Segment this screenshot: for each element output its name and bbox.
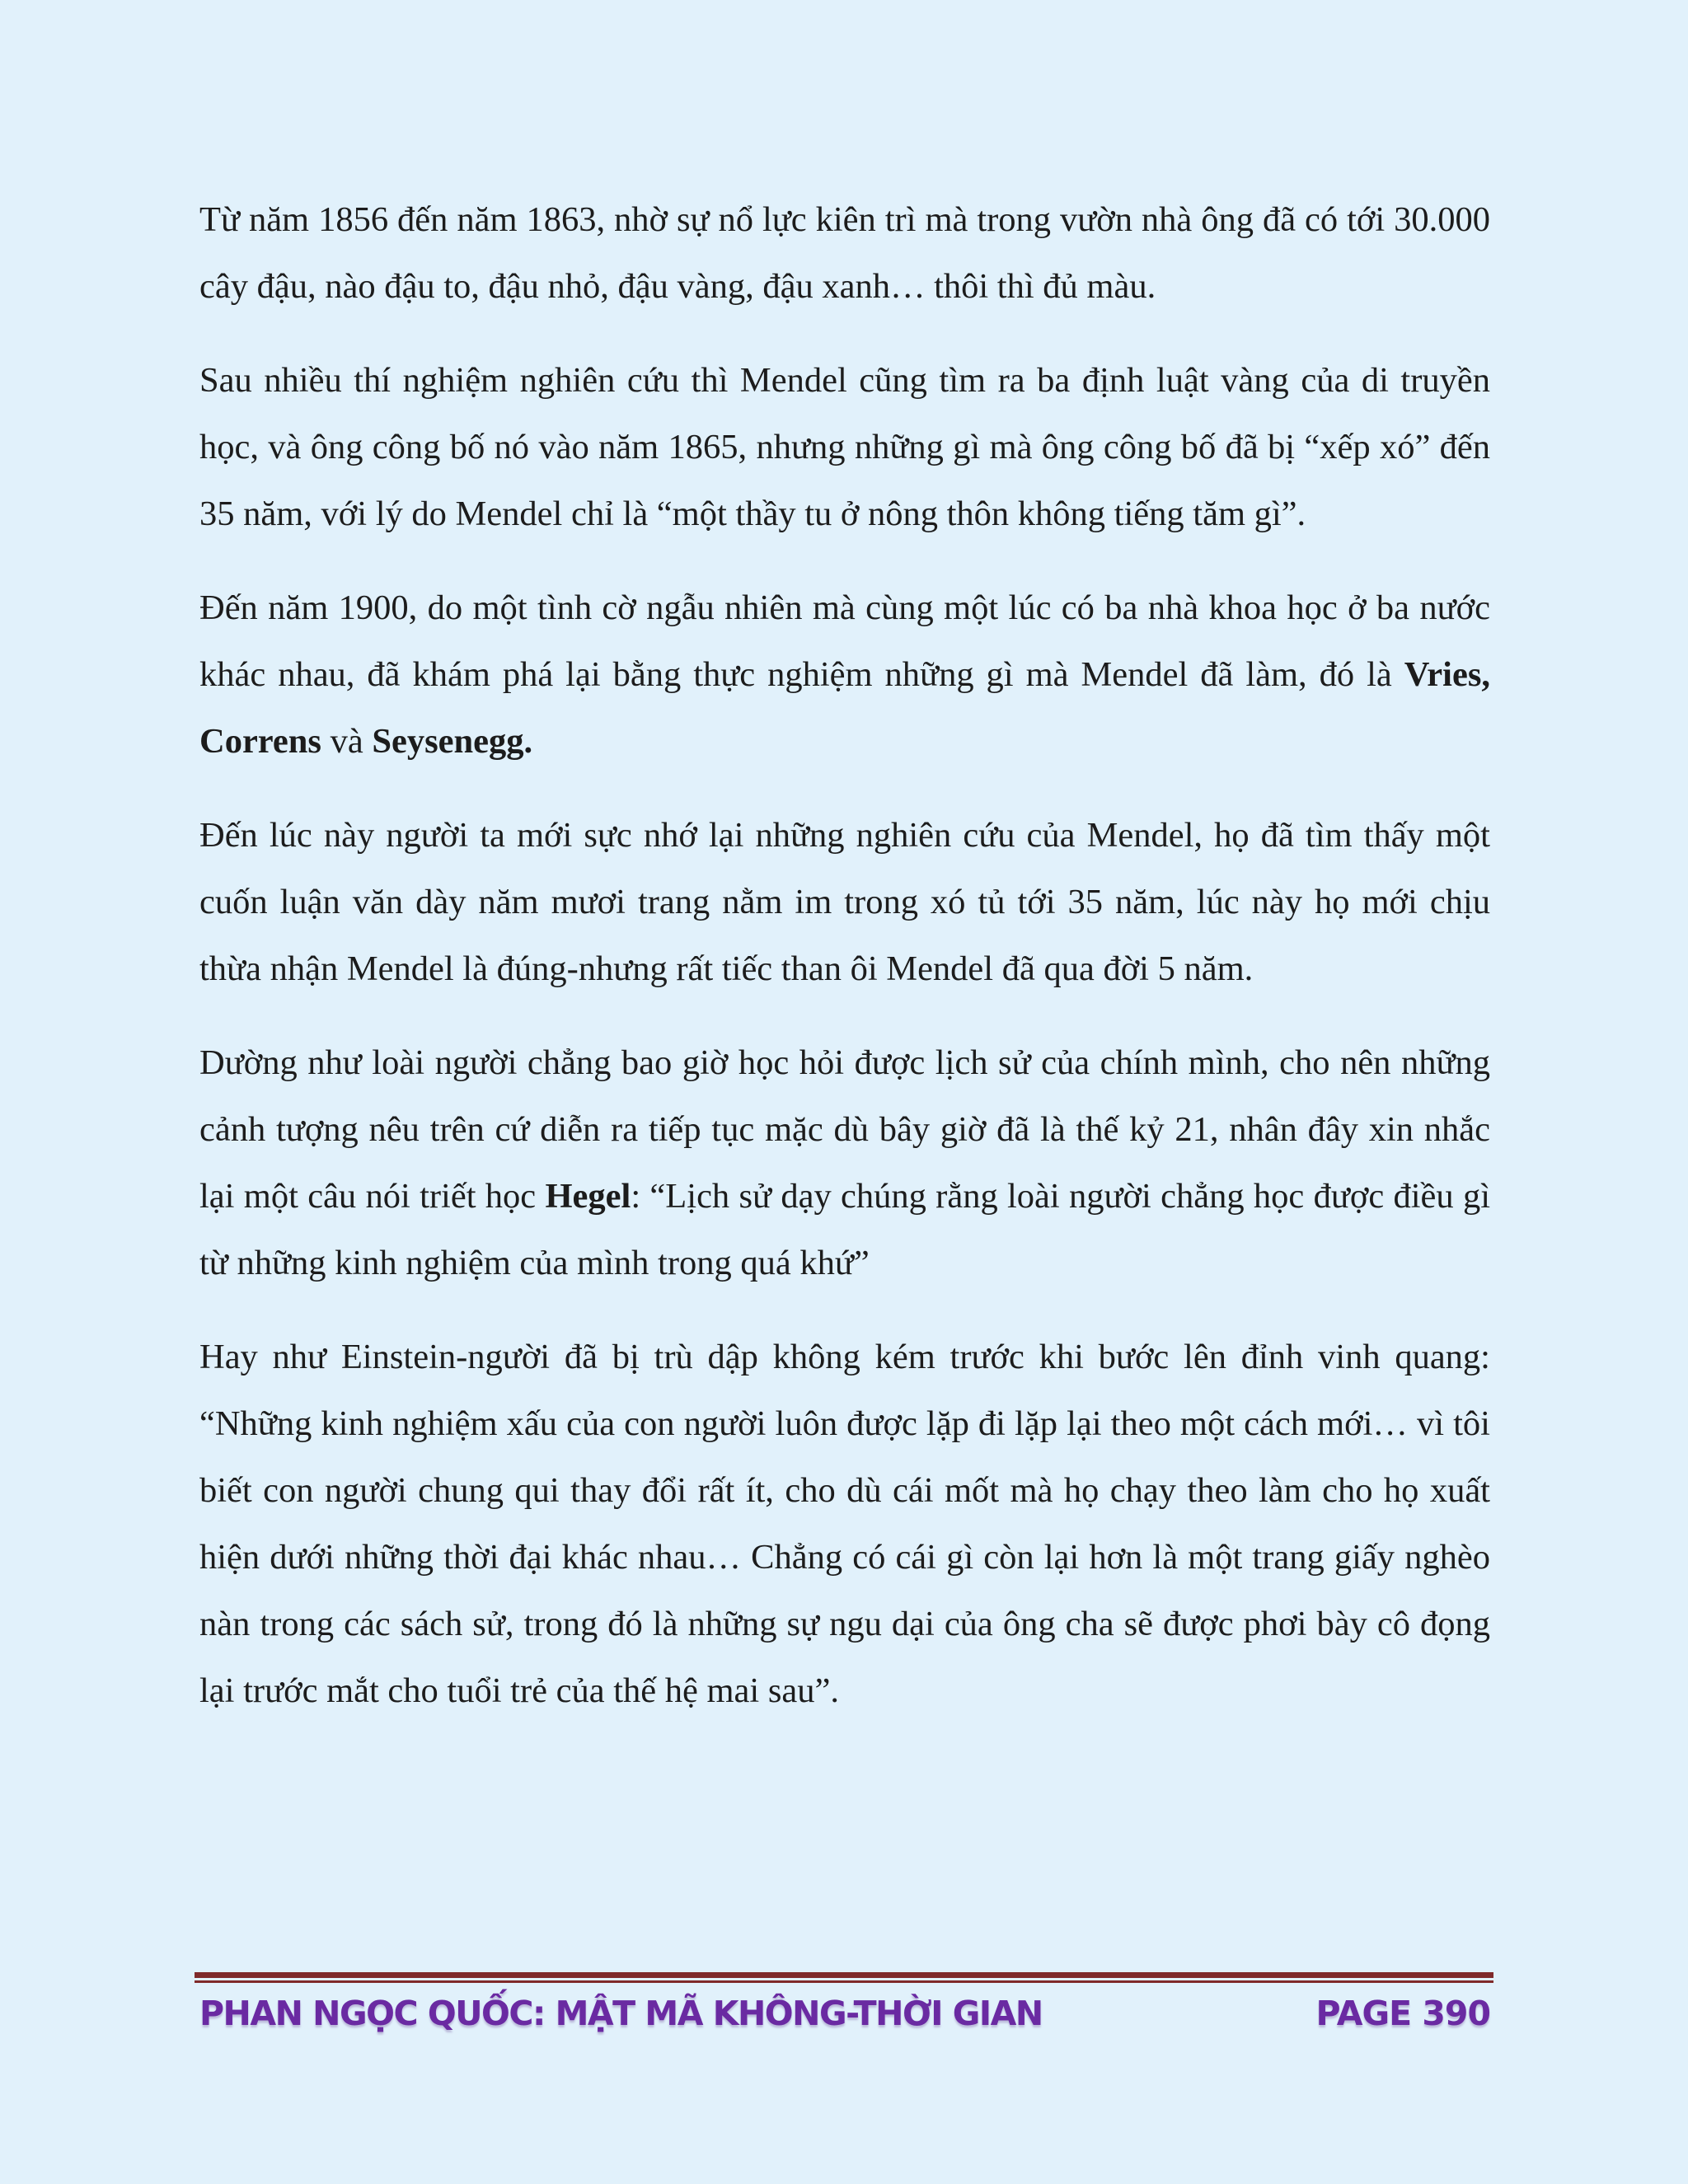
footer-page-number: PAGE 390 [1315,1994,1490,2033]
paragraph-3-joiner: và [321,722,373,761]
paragraph-4: Đến lúc này người ta mới sực nhớ lại những nghiên cứu của Mendel, họ đã tìm thấy một cuốn luận văn dày năm mươi trang nằm im trong xó tủ tới 35 năm, lúc này họ mới chịu thừa nhận Mendel là đúng-nhưng rất tiếc than ôi Mendel đã qua đời 5 năm. [199,816,1490,988]
footer-rule-thick [195,1972,1493,1978]
paragraph-5-text: Dường như loài người chẳng bao giờ học hỏi được lịch sử của chính mình, cho nên những cảnh tượng nêu trên cứ diễn ra tiếp tục mặc dù bây giờ đã là thế kỷ 21, nhân đây xin nhắc lại một câu nói triết học [199,1043,1490,1216]
paragraph-1: Từ năm 1856 đến năm 1863, nhờ sự nổ lực kiên trì mà trong vườn nhà ông đã có tới 30.000 cây đậu, nào đậu to, đậu nhỏ, đậu vàng, đậu xanh… thôi thì đủ màu. [199,200,1490,306]
footer-rule-thin [195,1980,1493,1983]
page-footer [199,1985,1490,2042]
paragraph-2: Sau nhiều thí nghiệm nghiên cứu thì Mendel cũng tìm ra ba định luật vàng của di truyền học, và ông công bố nó vào năm 1865, nhưng những gì mà ông công bố đã bị “xếp xó” đến 35 năm, với lý do Mendel chỉ là “một thầy tu ở nông thôn không tiếng tăm gì”. [199,361,1490,533]
paragraph-5-quote: : “Lịch sử dạy chúng rằng loài người chẳng học được điều gì từ những kinh nghiệm của mình trong quá khứ” [199,1177,1491,1282]
body-text [199,186,1490,1751]
paragraph-5 [199,1029,1490,1296]
scientist-names-1: Vries, Correns [199,655,1490,761]
footer-book-title: PHAN NGỌC QUỐC: MẬT MÃ KHÔNG-THỜI GIAN [199,1994,1043,2033]
scientist-names-2: Seysenegg. [372,722,533,761]
paragraph-3 [199,574,1490,775]
philosopher-name: Hegel [545,1177,631,1216]
paragraph-6: Hay như Einstein-người đã bị trù dập không kém trước khi bước lên đỉnh vinh quang: “Những kinh nghiệm xấu của con người luôn được lặp đi lặp lại theo một cách mới… vì tôi biết con người chung qui thay đổi rất ít, cho dù cái mốt mà họ chạy theo làm cho họ xuất hiện dưới những thời đại khác nhau… Chẳng có cái gì còn lại hơn là một trang giấy nghèo nàn trong các sách sử, trong đó là những sự ngu dại của ông cha sẽ được phơi bày cô đọng lại trước mắt cho tuổi trẻ của thế hệ mai sau”. [199,1338,1490,1710]
paragraph-3-text: Đến năm 1900, do một tình cờ ngẫu nhiên mà cùng một lúc có ba nhà khoa học ở ba nước khác nhau, đã khám phá lại bằng thực nghiệm những gì mà Mendel đã làm, đó là [199,588,1490,694]
